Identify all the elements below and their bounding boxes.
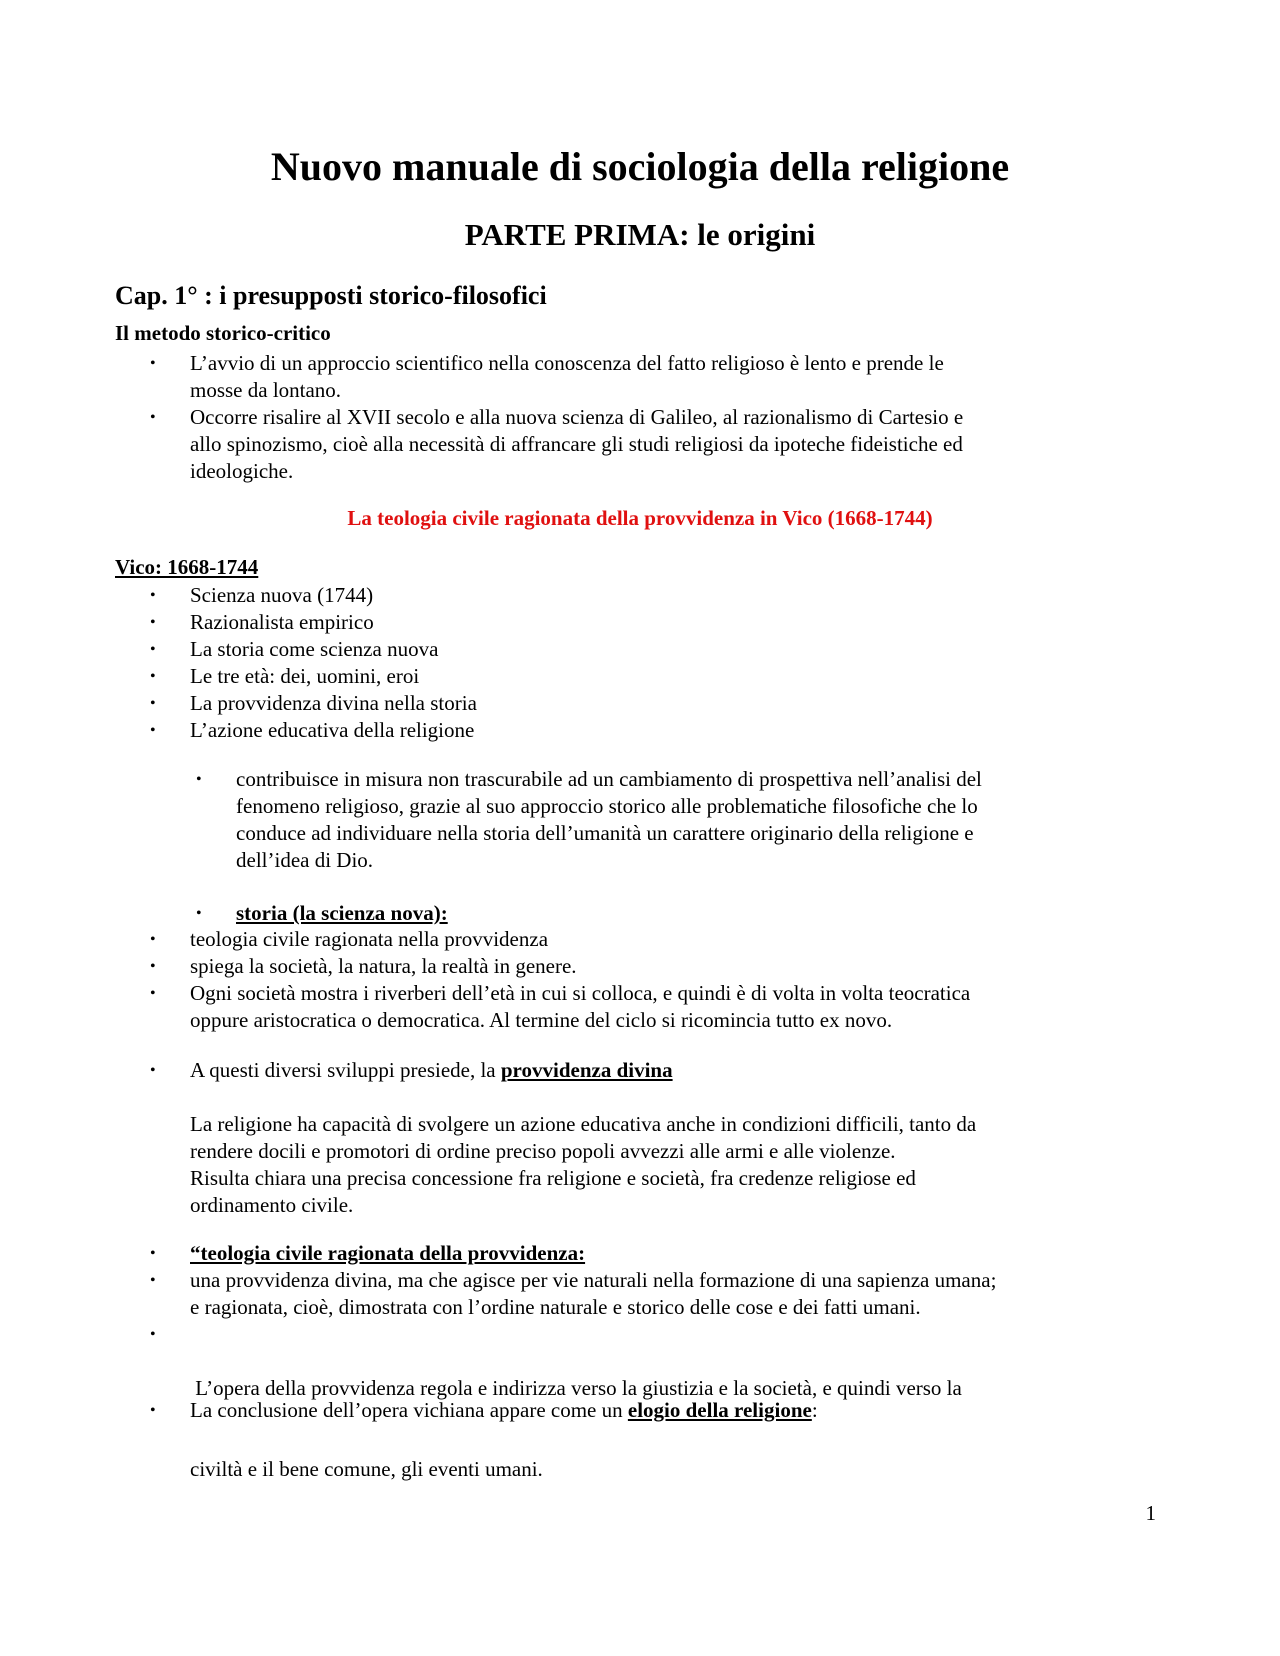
list-item: Razionalista empirico: [190, 610, 374, 634]
bullet-icon: •: [150, 722, 156, 739]
bullet-icon: •: [150, 668, 156, 685]
list-item: teologia civile ragionata nella provvidenza: [190, 927, 549, 951]
list-item: L’azione educativa della religione: [190, 718, 475, 742]
bullet-icon: •: [150, 958, 156, 975]
indented-paragraph: contribuisce in misura non trascurabile ad un cambiamento di prospettiva nell’analisi del fenomeno religioso, grazie al suo approccio storico alle problematiche filosofiche che lo conduce ad individuare nella storia dell’umanità un carattere originario della religione e dell’idea di Dio.: [236, 767, 982, 872]
bullet-icon: •: [196, 771, 202, 788]
bullet-icon: •: [150, 1272, 156, 1289]
list-item: La provvidenza divina nella storia: [190, 691, 477, 715]
bullet-icon: •: [150, 409, 156, 426]
section-heading-metodo: Il metodo storico-critico: [115, 321, 331, 345]
list-item: Ogni società mostra i riverberi dell’età in cui si colloca, e quindi è di volta in volta teocratica oppure aristocratica o democratica. Al termine del ciclo si ricomincia tutto ex novo.: [190, 981, 971, 1032]
document-title: Nuovo manuale di sociologia della religione: [270, 144, 1010, 189]
list-item: La storia come scienza nuova: [190, 637, 439, 661]
storia-heading: storia (la scienza nova):: [236, 901, 448, 925]
list-item: Scienza nuova (1744): [190, 583, 374, 607]
list-item: La conclusione dell’opera vichiana appare come un elogio della religione:: [190, 1398, 818, 1422]
list-item: Occorre risalire al XVII secolo e alla nuova scienza di Galileo, al razionalismo di Cartesio e allo spinozismo, cioè alla necessità di affrancare gli studi religiosi da ipoteche fideistiche ed ideologiche.: [190, 405, 964, 483]
elogio-religione-emphasis: elogio della religione: [627, 1398, 812, 1422]
list-item: L’avvio di un approccio scientifico nella conoscenza del fatto religioso è lento e prende le mosse da lontano.: [190, 351, 944, 402]
bullet-icon: •: [150, 641, 156, 658]
bullet-icon: •: [150, 355, 156, 372]
list-item: L’opera della provvidenza regola e indirizza verso la giustizia e la società, e quindi verso la civiltà e il bene comune, gli eventi umani.: [190, 1376, 962, 1481]
bullet-icon: •: [150, 1245, 156, 1262]
list-item: spiega la società, la natura, la realtà in genere.: [190, 954, 577, 978]
list-item: A questi diversi sviluppi presiede, la provvidenza divina: [190, 1058, 673, 1082]
list-item: Le tre età: dei, uomini, eroi: [190, 664, 420, 688]
bullet-icon: •: [150, 587, 156, 604]
bullet-icon: •: [150, 1326, 156, 1343]
bullet-icon: •: [150, 1402, 156, 1419]
part-heading: PARTE PRIMA: le origini: [464, 217, 816, 252]
section-heading-vico: Vico: 1668-1744: [115, 555, 259, 579]
list-item: una provvidenza divina, ma che agisce per vie naturali nella formazione di una sapienza umana; e ragionata, cioè, dimostrata con l’ordine naturale e storico delle cose e dei fatti umani.: [190, 1268, 997, 1319]
chapter-heading: Cap. 1° : i presupposti storico-filosofici: [115, 281, 547, 310]
page-number: 1: [1145, 1501, 1156, 1525]
bullet-icon: •: [150, 931, 156, 948]
bullet-icon: •: [150, 614, 156, 631]
bullet-icon: •: [150, 695, 156, 712]
bullet-icon: •: [150, 1062, 156, 1079]
bullet-icon: •: [196, 905, 202, 922]
religion-paragraph: La religione ha capacità di svolgere un azione educativa anche in condizioni difficili, tanto da rendere docili e promotori di ordine preciso popoli avvezzi alle armi e alle violenze. Risulta chiara una precisa concessione fra religione e società, fra credenze religiose ed ordinamento civile.: [190, 1112, 977, 1217]
provvidenza-divina-emphasis: provvidenza divina: [500, 1058, 673, 1082]
red-section-heading: La teologia civile ragionata della provvidenza in Vico (1668-1744): [347, 506, 933, 530]
bullet-icon: •: [150, 985, 156, 1002]
teologia-heading: “teologia civile ragionata della provvidenza:: [190, 1241, 586, 1265]
